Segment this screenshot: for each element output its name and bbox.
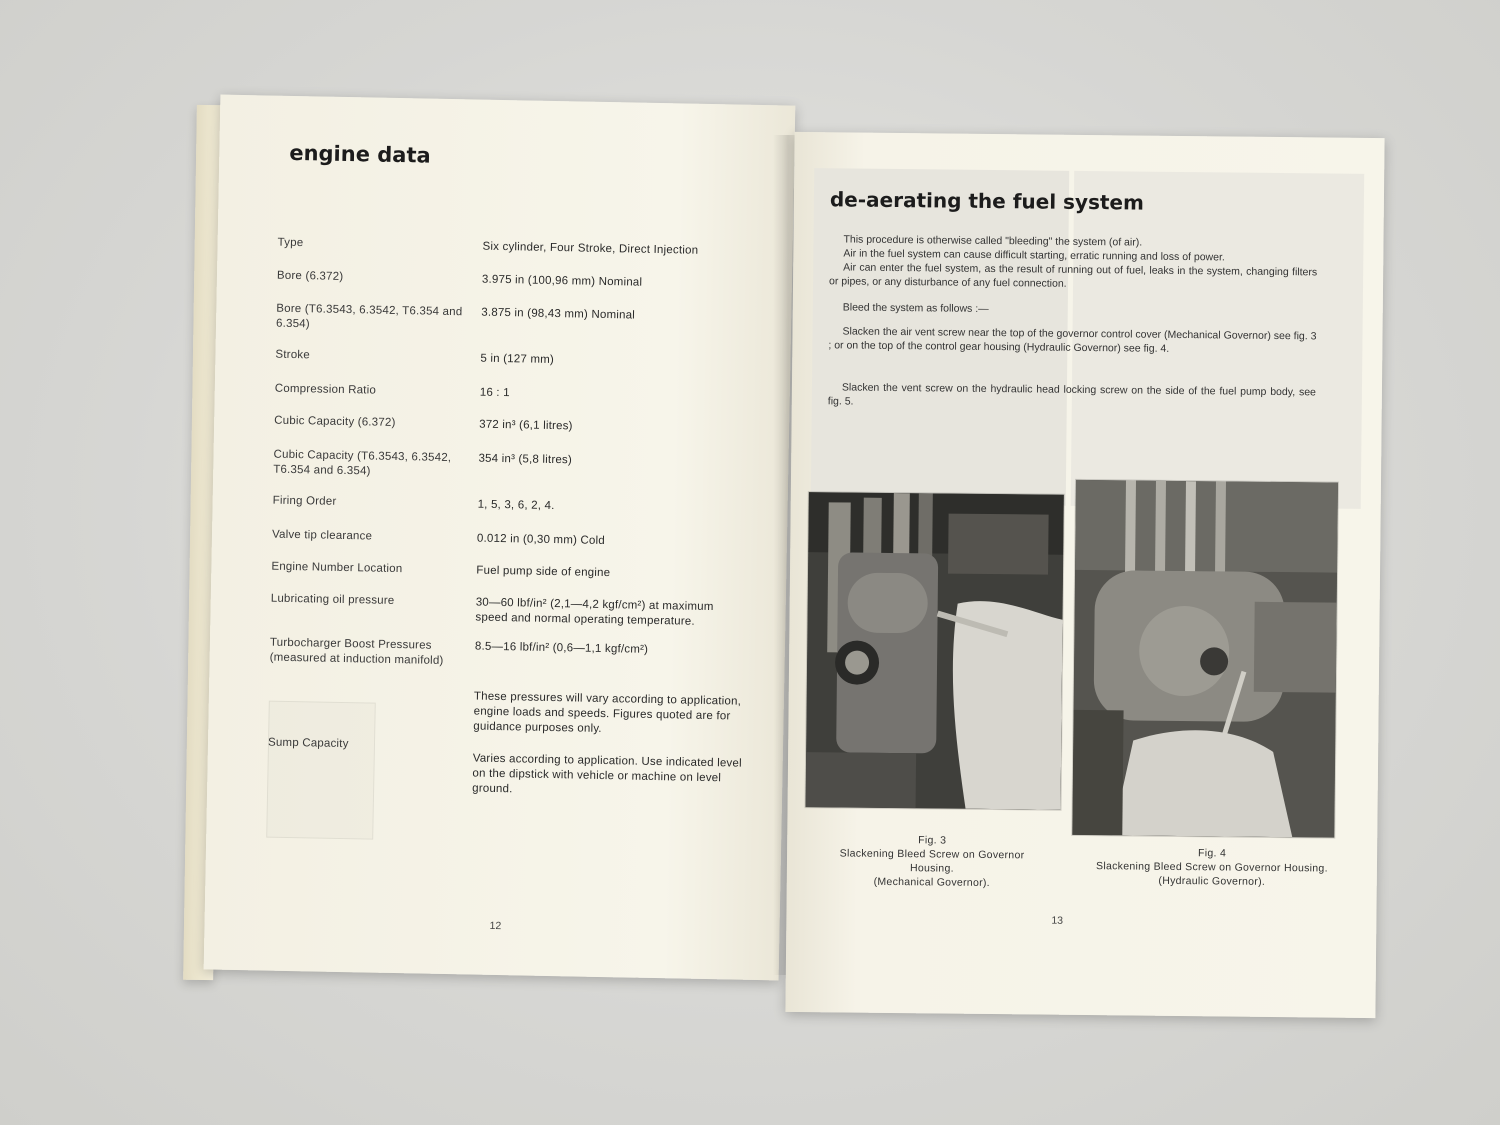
spec-row [276, 269, 767, 289]
spec-value: 372 in³ (6,1 litres) [479, 418, 573, 433]
intro-line: This procedure is otherwise called "bleeding" the system (of air). [843, 233, 1143, 249]
page-number: 13 [1051, 914, 1064, 927]
spec-label: Type [277, 236, 304, 250]
spec-row [269, 686, 759, 735]
show-through-shadow [266, 701, 376, 840]
engine-spec-table [267, 236, 768, 796]
spec-row [270, 592, 761, 628]
spec-value: Six cylinder, Four Stroke, Direct Injection [482, 240, 699, 257]
left-page-heading: engine data [289, 140, 431, 168]
left-page [204, 95, 796, 981]
figure-caption-note: (Hydraulic Governor). [1158, 874, 1266, 888]
spec-row [275, 302, 766, 331]
spec-value: Fuel pump side of engine [476, 564, 611, 580]
spec-label: Sump Capacity [267, 736, 349, 751]
spec-label: Compression Ratio [274, 382, 377, 397]
spec-value: 1, 5, 3, 6, 2, 4. [477, 498, 555, 513]
figure-number: Fig. 4 [1197, 847, 1227, 860]
spec-label: Firing Order [272, 494, 337, 508]
spec-value: 3.875 in (98,43 mm) Nominal [481, 306, 636, 322]
step-2: Slacken the vent screw on the hydraulic head locking screw on the side of the fuel pump body, see fig. 5. [827, 381, 1316, 408]
spec-row [275, 348, 766, 367]
spec-value: 0.012 in (0,30 mm) Cold [476, 532, 606, 548]
spec-value: Varies according to application. Use indicated level on the dipstick with vehicle or machine on level ground. [472, 752, 742, 796]
spec-value: These pressures will vary according to application, engine loads and speeds. Figures quoted are for guidance purposes only. [473, 690, 742, 735]
spec-row [277, 236, 768, 257]
spec-value: 354 in³ (5,8 litres) [478, 452, 573, 467]
figure-caption-text: Slackening Bleed Screw on Governor Housing. [1095, 860, 1328, 875]
spec-label: Lubricating oil pressure [270, 592, 395, 607]
spec-value: 5 in (127 mm) [480, 352, 555, 367]
page-number: 12 [489, 919, 502, 933]
spec-row [272, 494, 763, 513]
spec-label [269, 686, 459, 690]
figure-caption-text: Slackening Bleed Screw on Governor Housing. [839, 847, 1025, 875]
spec-value: 8.5—16 lbf/in² (0,6—1,1 kgf/cm²) [474, 640, 649, 656]
spec-value: 3.975 in (100,96 mm) Nominal [481, 273, 643, 289]
bleed-heading: Bleed the system as follows :— [842, 301, 989, 315]
step-1: Slacken the air vent screw near the top of the governor control cover (Mechanical Governor) see fig. 3 ; or on the top of the control gear housing (Hydraulic Governor) see fig. 4. [828, 325, 1317, 355]
spec-row [271, 528, 762, 548]
right-page [785, 132, 1384, 1018]
intro-line: Air in the fuel system can cause difficult starting, erratic running and loss of power. [843, 247, 1225, 264]
spec-value: 16 : 1 [479, 386, 510, 400]
figure-4-caption [1087, 845, 1337, 890]
figure-3-photo [806, 492, 1064, 810]
figure-4-photo [1072, 480, 1338, 838]
figure-caption-note: (Mechanical Governor). [873, 875, 990, 890]
open-manual [190, 95, 1385, 1015]
figure-3-caption [817, 832, 1048, 890]
intro-text [829, 232, 1318, 293]
figure-number: Fig. 3 [918, 834, 947, 847]
spec-value: 30—60 lbf/in² (2,1—4,2 kgf/cm²) at maximum speed and normal operating temperature. [475, 596, 714, 628]
spec-row [269, 636, 760, 667]
spec-label: Cubic Capacity (T6.3543, 6.3542, T6.354 and 6.354) [273, 448, 452, 478]
intro-line: Air can enter the fuel system, as the result of running out of fuel, leaks in the system, changing filters or pipes, or any disturbance of any fuel connection. [828, 261, 1318, 290]
spec-row [274, 382, 765, 400]
spec-label: Engine Number Location [271, 560, 403, 576]
spec-row [273, 448, 764, 478]
spec-row [271, 560, 762, 580]
right-page-heading: de-aerating the fuel system [829, 187, 1145, 215]
spec-label: Cubic Capacity (6.372) [274, 414, 396, 429]
spec-label: Bore (T6.3543, 6.3542, T6.354 and 6.354) [275, 302, 463, 331]
spec-label: Stroke [275, 348, 311, 362]
spec-row [274, 414, 764, 433]
spec-label: Valve tip clearance [271, 528, 373, 543]
spec-label: Bore (6.372) [276, 269, 344, 283]
spec-label: Turbocharger Boost Pressures (measured at induction manifold) [269, 636, 444, 667]
